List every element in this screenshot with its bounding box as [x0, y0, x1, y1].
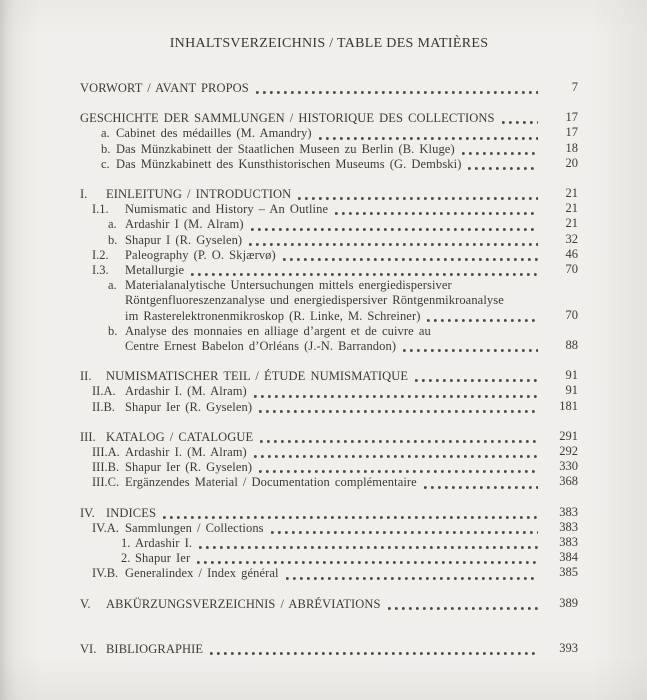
- dot-leader: [199, 546, 538, 549]
- toc-entry-label: Sammlungen / Collections: [125, 520, 264, 535]
- toc-entry-number: b.: [101, 141, 111, 156]
- page-number: 17: [565, 125, 578, 140]
- toc-entry-label: Röntgenfluoreszenzanalyse und energiedispersiver Röntgenmikroanalyse: [125, 293, 504, 308]
- page-number: 21: [565, 201, 578, 216]
- toc-entry: [80, 430, 578, 445]
- toc-entry-label: BIBLIOGRAPHIE: [106, 641, 204, 656]
- page-number: 393: [559, 640, 578, 655]
- dot-leader: [283, 258, 538, 261]
- page-number: 18: [565, 140, 578, 155]
- toc-entry-label: Shapur Ier (R. Gyselen): [125, 460, 253, 475]
- toc-entry-number: 1.: [121, 536, 131, 551]
- dot-leader: [260, 440, 538, 443]
- toc-entry-label: im Rasterelektronenmikroskop (R. Linke, M. Schreiner): [125, 308, 421, 323]
- page-title: INHALTSVERZEICHNIS / TABLE DES MATIÈRES: [169, 36, 489, 51]
- page-number: 20: [565, 155, 578, 170]
- page-number: 292: [559, 444, 578, 459]
- toc-entry: [80, 400, 578, 415]
- toc-entry-label: NUMISMATISCHER TEIL / ÉTUDE NUMISMATIQUE: [106, 369, 409, 384]
- dot-leader: [298, 197, 538, 200]
- toc-entry: [80, 384, 578, 399]
- toc-entry-number: III.A.: [92, 445, 120, 460]
- toc-entry-label: EINLEITUNG / INTRODUCTION: [106, 187, 292, 202]
- page-number: 7: [571, 80, 578, 94]
- toc-entry-number: I.3.: [92, 263, 109, 278]
- dot-leader: [259, 470, 538, 473]
- dot-leader: [249, 243, 538, 246]
- toc-entry-number: III.: [80, 429, 96, 444]
- toc-entry-label: Ardashir I. (M. Alram): [125, 384, 247, 399]
- toc-entry-label: Ardashir I (M. Alram): [125, 217, 244, 232]
- page-number: 88: [565, 338, 578, 353]
- toc-entry: [80, 642, 578, 657]
- toc-entry-number: a.: [101, 126, 110, 141]
- page-number: 383: [559, 504, 578, 519]
- toc-entry: [80, 369, 578, 384]
- toc-entry-label: ABKÜRZUNGSVERZEICHNIS / ABRÉVIATIONS: [106, 596, 381, 611]
- table-of-contents: [80, 81, 578, 657]
- toc-entry-number: a.: [108, 217, 117, 232]
- page-number: 91: [565, 383, 578, 398]
- dot-leader: [254, 455, 538, 458]
- toc-entry: [80, 202, 578, 217]
- toc-entry: [80, 324, 578, 339]
- page-number: 91: [565, 368, 578, 383]
- toc-entry: [80, 460, 578, 475]
- dot-leader: [415, 379, 538, 382]
- toc-entry: [80, 81, 578, 96]
- toc-entry: [80, 111, 578, 126]
- dot-leader: [251, 228, 538, 231]
- toc-entry: [80, 248, 578, 263]
- toc-entry: [80, 293, 578, 308]
- dot-leader: [335, 212, 538, 215]
- toc-entry: [80, 551, 578, 566]
- toc-entry: [80, 142, 578, 157]
- toc-entry: [80, 157, 578, 172]
- toc-entry: [80, 506, 578, 521]
- page-number: 21: [565, 186, 578, 201]
- toc-entry-number: IV.A.: [92, 520, 119, 535]
- page-number: 384: [559, 550, 578, 565]
- dot-leader: [256, 91, 538, 94]
- toc-entry-number: b.: [108, 232, 118, 247]
- toc-entry-label: INDICES: [106, 505, 157, 520]
- page-number: 46: [565, 246, 578, 261]
- toc-entry-label: Das Münzkabinett der Staatlichen Museen zu Berlin (B. Kluge): [116, 141, 455, 156]
- toc-entry-label: Centre Ernest Babelon d’Orléans (J.-N. Barrandon): [125, 339, 397, 354]
- dot-leader: [388, 607, 538, 610]
- dot-leader: [259, 410, 538, 413]
- toc-entry: [80, 217, 578, 232]
- toc-entry-label: Analyse des monnaies en alliage d’argent et de cuivre au: [125, 323, 431, 338]
- toc-entry-number: II.A.: [92, 384, 116, 399]
- dot-leader: [424, 486, 538, 489]
- toc-entry-label: KATALOG / CATALOGUE: [106, 429, 254, 444]
- dot-leader: [403, 349, 538, 352]
- dot-leader: [427, 319, 538, 322]
- toc-entry-label: Metallurgie: [125, 263, 185, 278]
- toc-entry-number: VI.: [80, 641, 97, 656]
- toc-entry: [80, 521, 578, 536]
- toc-entry: [80, 309, 578, 324]
- page-number: 181: [559, 398, 578, 413]
- toc-entry-number: I.2.: [92, 247, 109, 262]
- toc-entry-label: Materialanalytische Untersuchungen mittels energiedispersiver: [125, 278, 452, 293]
- toc-entry: [80, 475, 578, 490]
- toc-entry-number: V.: [80, 596, 91, 611]
- page-number: 17: [565, 110, 578, 125]
- page-number: 70: [565, 262, 578, 277]
- toc-entry-label: Shapur Ier: [135, 551, 191, 566]
- toc-entry-label: Shapur Ier (R. Gyselen): [125, 399, 253, 414]
- page-number: 383: [559, 519, 578, 534]
- dot-leader: [462, 152, 538, 155]
- dot-leader: [502, 121, 538, 124]
- dot-leader: [468, 167, 538, 170]
- toc-entry-label: Ardashir I. (M. Alram): [125, 445, 247, 460]
- toc-entry: [80, 233, 578, 248]
- toc-entry-label: Generalindex / Index général: [125, 566, 279, 581]
- toc-entry-label: Cabinet des médailles (M. Amandry): [116, 126, 312, 141]
- dot-leader: [163, 516, 538, 519]
- toc-entry: [80, 339, 578, 354]
- toc-entry-number: b.: [108, 323, 118, 338]
- page-number: 385: [559, 565, 578, 580]
- toc-entry-number: III.B.: [92, 460, 120, 475]
- dot-leader: [210, 652, 538, 655]
- toc-entry: [80, 187, 578, 202]
- toc-entry: [80, 263, 578, 278]
- toc-entry: [80, 566, 578, 581]
- toc-entry-label: Paleography (P. O. Skjærvø): [125, 247, 276, 262]
- dot-leader: [286, 577, 538, 580]
- dot-leader: [191, 273, 538, 276]
- toc-entry-number: IV.B.: [92, 566, 119, 581]
- toc-entry-number: II.: [80, 369, 92, 384]
- toc-entry-number: I.: [80, 187, 88, 202]
- toc-entry: [80, 445, 578, 460]
- page-number: 368: [559, 474, 578, 489]
- toc-entry-number: III.C.: [92, 475, 120, 490]
- toc-entry: [80, 536, 578, 551]
- dot-leader: [319, 137, 538, 140]
- toc-entry-label: Shapur I (R. Gyselen): [125, 232, 243, 247]
- toc-entry-number: a.: [108, 278, 117, 293]
- toc-entry-number: II.B.: [92, 399, 115, 414]
- toc-entry-number: IV.: [80, 505, 95, 520]
- toc-entry: [80, 597, 578, 612]
- page-number: 32: [565, 231, 578, 246]
- toc-entry-number: c.: [101, 156, 110, 171]
- dot-leader: [271, 531, 538, 534]
- toc-entry-label: VORWORT / AVANT PROPOS: [80, 81, 249, 95]
- toc-entry-label: Numismatic and History – An Outline: [125, 202, 329, 217]
- page-number: 383: [559, 535, 578, 550]
- dot-leader: [197, 561, 538, 564]
- page-number: 291: [559, 428, 578, 443]
- toc-entry: [80, 278, 578, 293]
- page-number: 389: [559, 595, 578, 610]
- toc-entry: [80, 126, 578, 141]
- toc-entry-label: Ergänzendes Material / Documentation complémentaire: [125, 475, 417, 490]
- toc-entry-number: 2.: [121, 551, 131, 566]
- toc-entry-number: I.1.: [92, 202, 109, 217]
- page-number: 70: [565, 307, 578, 322]
- toc-entry-label: GESCHICHTE DER SAMMLUNGEN / HISTORIQUE DES COLLECTIONS: [80, 111, 495, 126]
- page-number: 330: [559, 459, 578, 474]
- dot-leader: [254, 395, 538, 398]
- toc-entry-label: Ardashir I.: [135, 536, 193, 551]
- toc-entry-label: Das Münzkabinett des Kunsthistorischen Museums (G. Dembski): [116, 156, 462, 171]
- page-number: 21: [565, 216, 578, 231]
